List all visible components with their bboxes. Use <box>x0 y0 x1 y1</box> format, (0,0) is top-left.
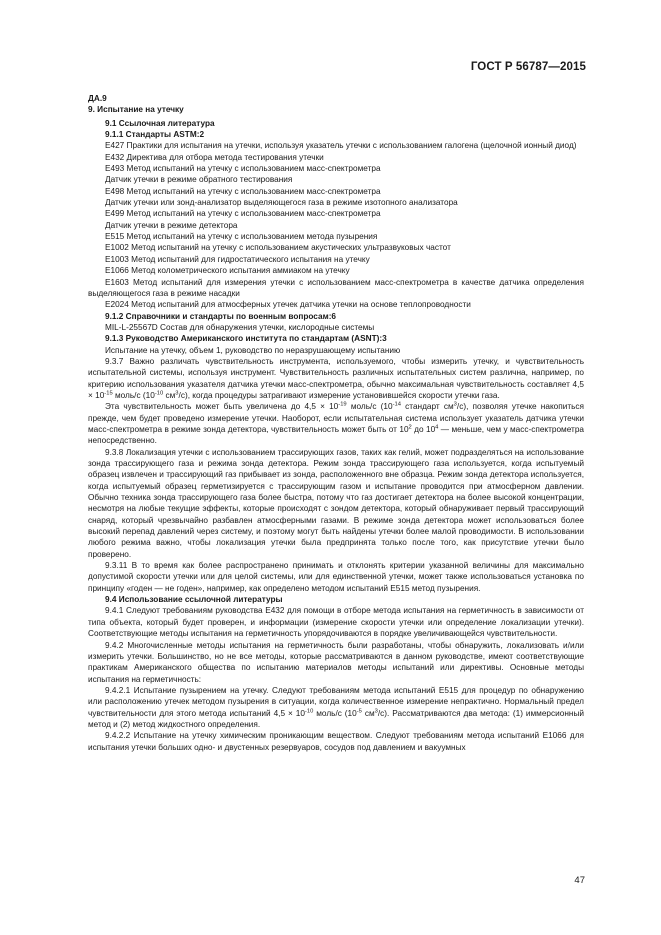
ref-e1003: E1003 Метод испытаний для гидростатического испытания на утечку <box>105 254 370 264</box>
ref-e1002: E1002 Метод испытаний на утечку с использованием акустических ультразвуковых частот <box>105 243 451 253</box>
ref-asnt: Испытание на утечку, объем 1, руководство по неразрушающему испытанию <box>105 345 401 355</box>
subsection-9-1-title: 9.1 Ссылочная литература <box>105 118 215 128</box>
ref-e2024: E2024 Метод испытаний для атмосферных утечек датчика утечки на основе теплопроводности <box>105 300 471 310</box>
section-title: 9. Испытание на утечку <box>88 105 184 115</box>
paragraph-9-3-8: 9.3.8 Локализация утечки с использованием трассирующих газов, таких как гелий, может подразделяться на использование зонда трассирующего газа и режима зонда детектора. Режим зонда трассирующего газа используется, когда испытуемый образец извлечен и трассирующий газ прибывает из зонда, расположенного вне образца. Режим зонда детектора используется, когда испытуемый образец герметизируется с трассирующим газом и испытание проводится при атмосферном давлении. Обычно техника зонда трассирующего газа более быстра, потому что газ достигает детектора на более высокой концентрации, несмотря на любые текущие эффекты, которые происходят с зондом детектора, который обнаруживает первый трассирующий снаряд, который чрезвычайно разбавлен атмосферными газами. В режиме зонда детектора может использоваться более высокий перепад давлений через систему, и поэтому могут быть найдены утечки более малой проводимости. В использовании любого режима важно, чтобы локализация утечки была предпринята только после того, как присутствие утечки было проверено. <box>88 447 584 559</box>
subsection-9-1-1-title: 9.1.1 Стандарты ASTM:2 <box>105 130 205 140</box>
ref-e432: E432 Директива для отбора метода тестирования утечки <box>105 152 324 162</box>
paragraph-9-4-2: 9.4.2 Многочисленные методы испытания на герметичность были разработаны, чтобы обнаружить, локализовать и/или измерить утечки. Большинство, но не все методы, которые рассматриваются в данном руководстве, имеют соответствующие практикам Американского общества по испытанию материалов методы испытаний или директивы. Основные методы испытания на герметичность: <box>88 640 584 684</box>
subsection-9-1-2-title: 9.1.2 Справочники и стандарты по военным вопросам:6 <box>105 311 337 321</box>
ref-e499: E499 Метод испытаний на утечку с использованием масс-спектрометра <box>105 209 381 219</box>
ref-e1066: E1066 Метод колометрического испытания аммиаком на утечку <box>105 266 350 276</box>
ref-e493: E493 Метод испытаний на утечку с использованием масс-спектрометра <box>105 164 381 174</box>
ref-e515: E515 Метод испытаний на утечку с использованием метода пузырения <box>105 232 378 242</box>
paragraph-9-3-7-continued: Эта чувствительность может быть увеличена до $4,5 \times 10^{-19}$ моль/с ($10^{-14}$ стандарт $см^3/с$), позволяя утечке накопиться прежде, чем будет проведено измерение утечки. Наоборот, если испытательная система использует указатель датчика утечки масс-спектрометра в режиме зонда детектора, чувствительность может быть от $10^2$ до $10^4$ — меньше, чем у масс-спектрометра непосредственно. <box>88 401 585 446</box>
ref-e1603: E1603 Метод испытаний для измерения утечки с использованием масс-спектрометра в качестве датчика определения выделяющегося газа в режиме насадки <box>88 277 584 298</box>
ref-e493-sub: Датчик утечки в режиме обратного тестирования <box>105 175 293 185</box>
paragraph-9-4-2-1: 9.4.2.1 Испытание пузырением на утечку. Следуют требованиям метода испытаний E515 для процедур по обнаружению или расположению утечек методом пузырения в ситуации, когда количественное измерение непрактично. Нормальный предел чувствительности для этого метода испытаний $4,5 \times 10^{-10}$ моль/с ($10^{-5}$ $см^3/с$). Рассматриваются два метода: (1) иммерсионный метод и (2) метод жидкостного определения. <box>88 685 584 729</box>
subsection-9-4-title: 9.4 Использование ссылочной литературы <box>105 595 283 605</box>
ref-e498-sub: Датчик утечки или зонд-анализатор выделяющегося газа в режиме изотопного анализатора <box>105 198 458 208</box>
subsection-9-1-3-title: 9.1.3 Руководство Американского института по стандартам (ASNT):3 <box>105 334 387 344</box>
ref-e498: E498 Метод испытаний на утечку с использованием масс-спектрометра <box>105 186 381 196</box>
ref-mil: MIL-L-25567D Состав для обнаружения утечки, кислородные системы <box>105 322 375 332</box>
ref-e499-sub: Датчик утечки в режиме детектора <box>105 220 238 230</box>
page-content <box>88 93 584 753</box>
ref-e427: E427 Практики для испытания на утечки, используя указатель утечки с использованием галогена (щелочной ионный диод) <box>105 141 577 151</box>
paragraph-9-3-7: 9.3.7 Важно различать чувствительность инструмента, используемого, чтобы измерить утечку, и чувствительность испытательной системы, используя инструмент. Чувствительность различных испытательных систем различна, например, по критерию использования указателя датчика утечки масс-спектрометра, обычно максимальная чувствительность составляет $4,5 \times 10^{-15}$ моль/с ($10^{-10}$ $см^3/с$), когда процедуры затрагивают измерение установившейся скорости утечки газа. <box>88 356 584 400</box>
appendix-label: ДА.9 <box>88 94 107 103</box>
standard-code: ГОСТ Р 56787—2015 <box>470 61 586 73</box>
paragraph-9-4-2-2: 9.4.2.2 Испытание на утечку химическим проникающим веществом. Следуют требованиям метода испытаний E1066 для испытания утечки больших одно- и двустенных резервуаров, сосудов под давлением и вакуумных <box>88 731 584 752</box>
paragraph-9-3-11: 9.3.11 В то время как более распространено принимать и отклонять критерии указанной величины для максимально допустимой скорости утечки или для целой системы, или для единственной утечки, может также использоваться установка по принципу «годен — не годен», например, как определено методом испытаний E515 метод пузырения. <box>88 561 584 593</box>
page-number: 47 <box>574 875 585 886</box>
paragraph-9-4-1: 9.4.1 Следуют требованиям руководства E432 для помощи в отборе метода испытания на герметичность в зависимости от типа объекта, который будет проверен, и информации (измерение скорости утечки или определение локализации утечки). Соответствующие методы испытания на герметичность упорядочиваются в порядке увеличивающейся чувствительности. <box>88 606 584 639</box>
